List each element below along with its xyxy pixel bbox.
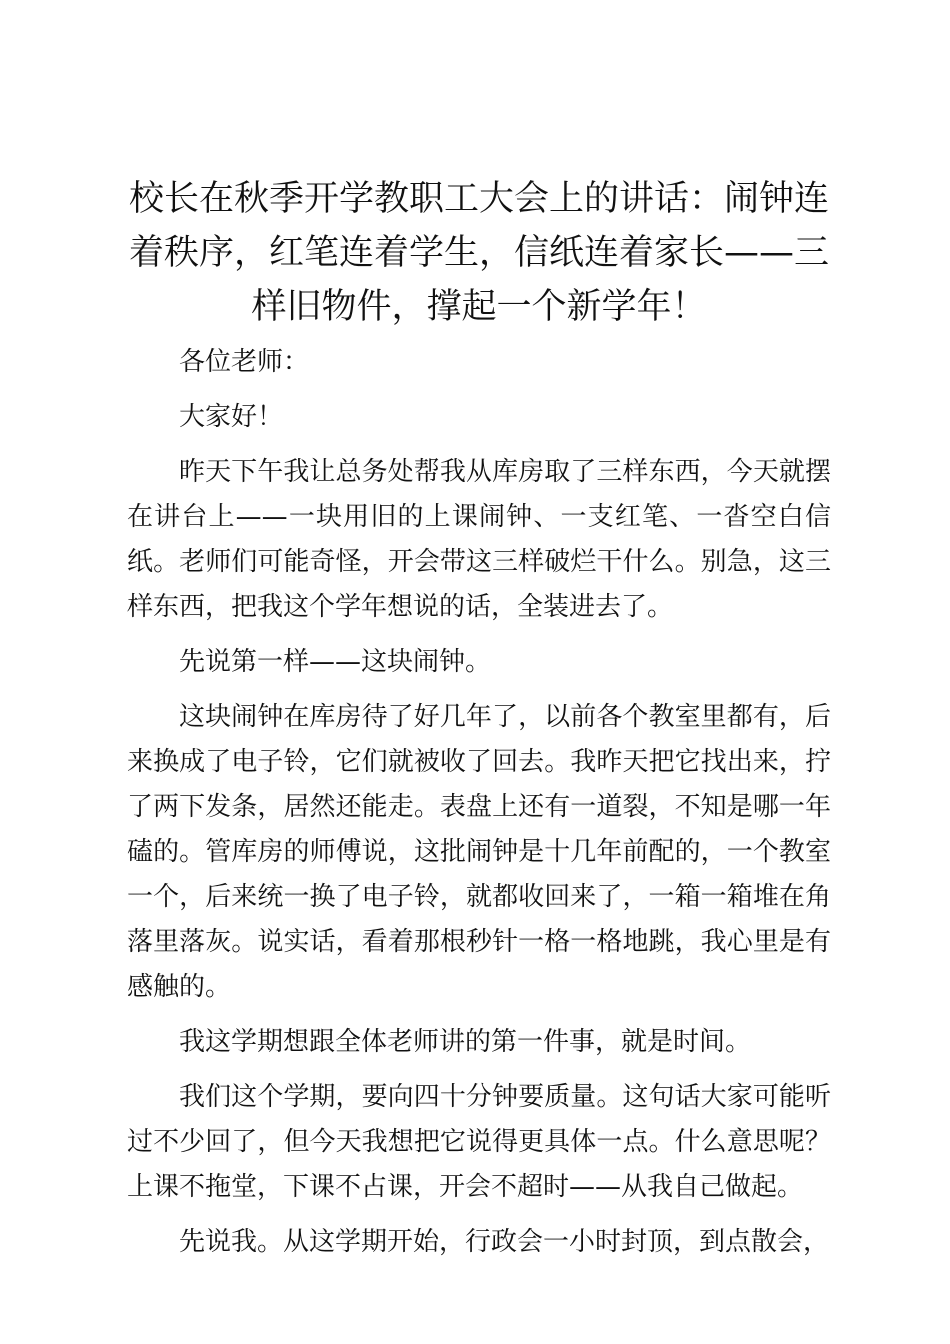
paragraph-intro: 昨天下午我让总务处帮我从库房取了三样东西，今天就摆在讲台上——一块用旧的上课闹钟、一支红笔、一沓空白信纸。老师们可能奇怪，开会带这三样破烂干什么。别急，这三样东西，把我这个学年想说的话，全装进去了。 — [127, 457, 831, 622]
document-title: 校长在秋季开学教职工大会上的讲话：闹钟连着秩序，红笔连着学生，信纸连着家长——三样旧物件，撑起一个新学年！ — [128, 179, 829, 327]
document-body — [127, 340, 831, 1265]
paragraph-clock-story: 这块闹钟在库房待了好几年了，以前各个教室里都有，后来换成了电子铃，它们就被收了回去。我昨天把它找出来，拧了两下发条，居然还能走。表盘上还有一道裂，不知是哪一年磕的。管库房的师傅说，这批闹钟是十几年前配的，一个教室一个，后来统一换了电子铃，就都收回来了，一箱一箱堆在角落里落灰。说实话，看着那根秒针一格一格地跳，我心里是有感触的。 — [127, 702, 831, 1002]
paragraph-forty-minutes: 我们这个学期，要向四十分钟要质量。这句话大家可能听过不少回了，但今天我想把它说得更具体一点。什么意思呢？上课不拖堂，下课不占课，开会不超时——从我自己做起。 — [127, 1082, 831, 1202]
paragraph-greeting: 大家好！ — [179, 402, 284, 432]
document-page — [127, 172, 831, 1275]
paragraph-start-with-me: 先说我。从这学期开始，行政会一小时封顶，到点散会， — [179, 1227, 830, 1257]
paragraph-salutation: 各位老师： — [179, 347, 310, 377]
paragraph-time-topic: 我这学期想跟全体老师讲的第一件事，就是时间。 — [179, 1027, 752, 1057]
paragraph-first-item: 先说第一样——这块闹钟。 — [179, 647, 492, 677]
